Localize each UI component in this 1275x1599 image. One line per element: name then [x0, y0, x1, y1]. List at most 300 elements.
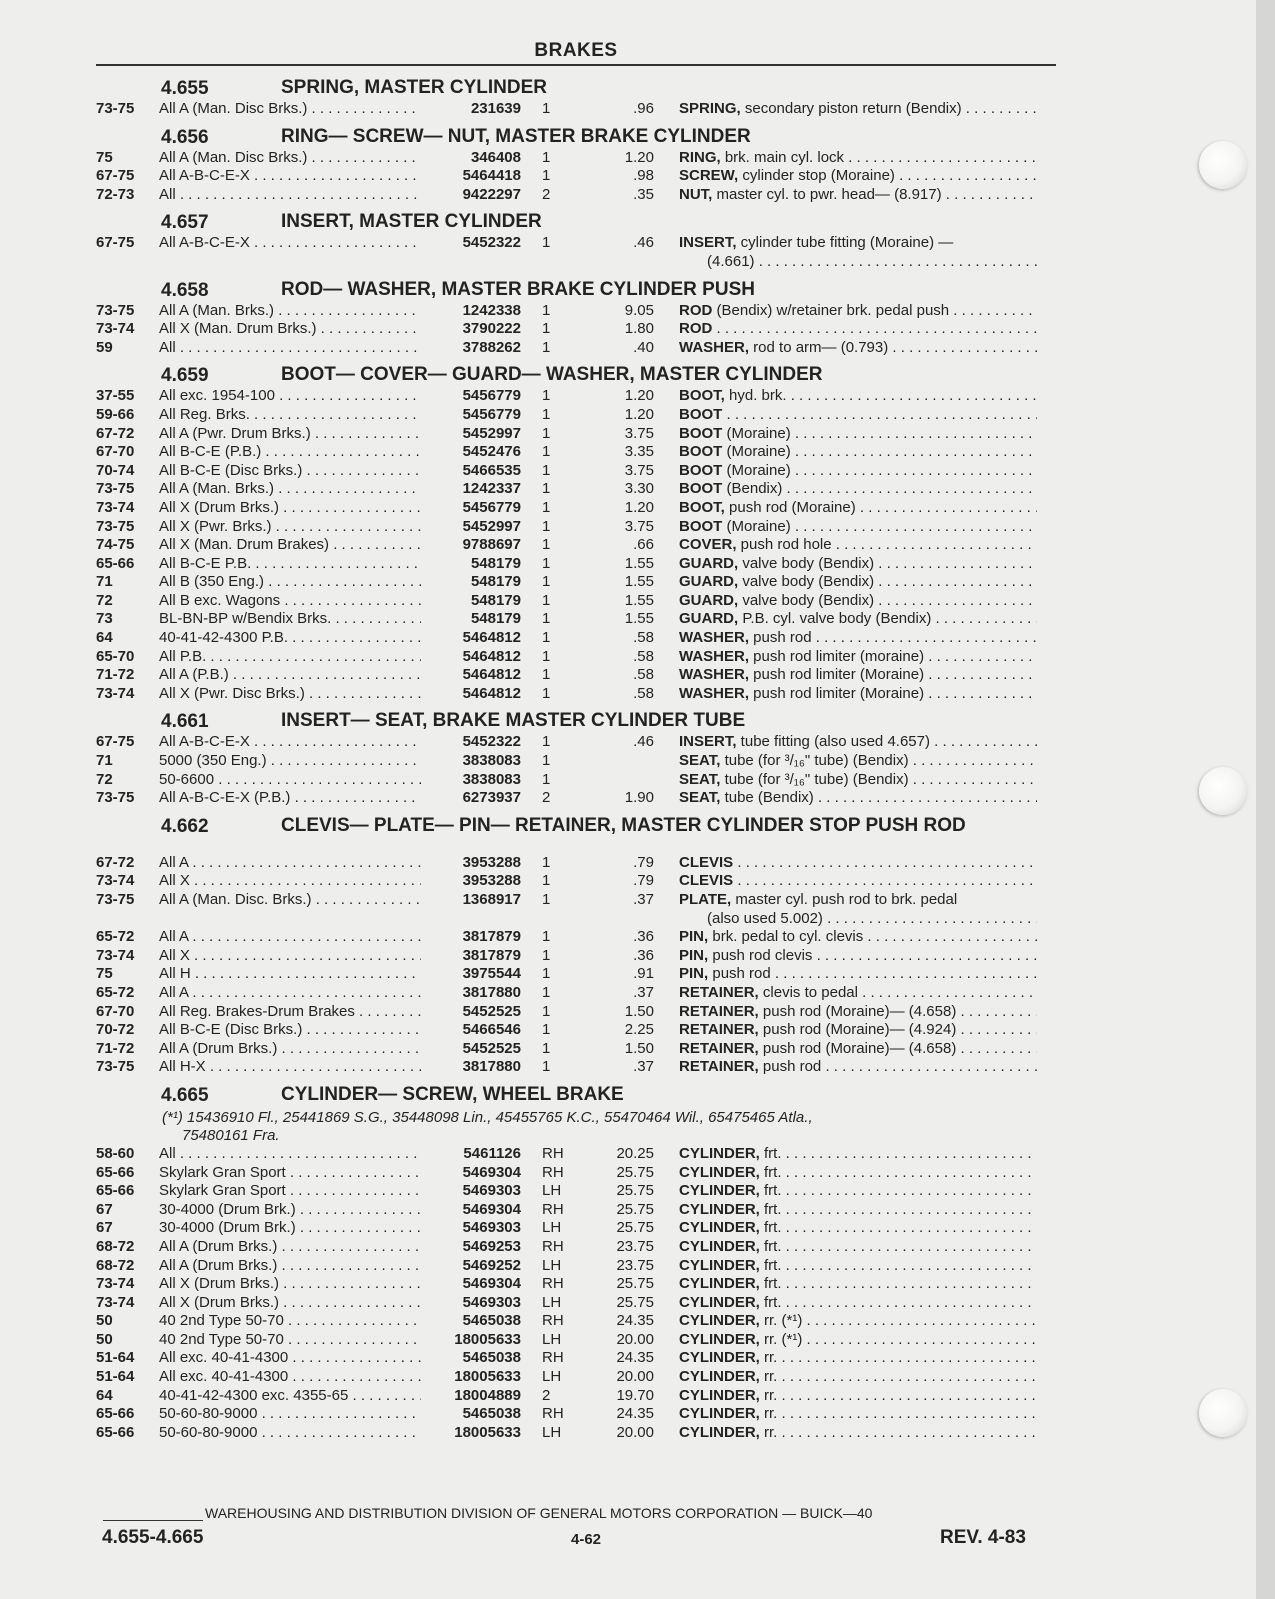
price: 1.55 [624, 610, 654, 628]
price: 1.50 [624, 1002, 654, 1020]
section-number: 4.656 [161, 126, 209, 148]
price: 20.00 [616, 1368, 654, 1386]
part-number: 3817880 [462, 983, 521, 1001]
quantity: LH [542, 1423, 562, 1441]
description [679, 406, 1037, 425]
description-keyword: CYLINDER, [679, 1423, 760, 1441]
quantity: 1 [542, 770, 551, 788]
description-keyword: BOOT, [679, 387, 725, 405]
application [159, 320, 421, 339]
part-number: 5465038 [462, 1349, 521, 1367]
part-number: 548179 [470, 591, 521, 609]
description-keyword: CYLINDER, [679, 1256, 760, 1274]
price: 25.75 [616, 1200, 654, 1218]
model-years: 51-64 [96, 1368, 135, 1386]
description-continued [679, 253, 1037, 272]
application-text: All A-B-C-E-X [159, 234, 250, 252]
description-keyword: WASHER, [679, 666, 750, 684]
description-keyword: PIN, [679, 965, 709, 983]
table-row [96, 1275, 1066, 1294]
quantity: 1 [542, 733, 551, 751]
application-text: All A (Man. Disc Brks.) [159, 148, 308, 166]
application [159, 1349, 421, 1368]
description [679, 1387, 1037, 1406]
part-number: 3975544 [462, 965, 521, 983]
description-keyword: GUARD, [679, 591, 739, 609]
application [159, 872, 421, 891]
quantity: 1 [542, 928, 551, 946]
quantity: RH [542, 1275, 564, 1293]
application [159, 1238, 421, 1257]
description-keyword: CYLINDER, [679, 1405, 760, 1423]
description [679, 462, 1037, 481]
table-row [96, 480, 1066, 499]
table-row [96, 1021, 1066, 1040]
page-header [96, 38, 1056, 66]
description [679, 854, 1037, 873]
description [679, 518, 1037, 537]
description-text: push rod [758, 1058, 822, 1076]
table-row [96, 1219, 1066, 1238]
part-number: 5469303 [462, 1182, 521, 1200]
model-years: 67-72 [96, 853, 135, 871]
table-row [96, 610, 1066, 629]
part-number: 3790222 [462, 320, 521, 338]
table-row [96, 536, 1066, 555]
application-text: All A (P.B.) [159, 666, 229, 684]
description-keyword: SEAT, [679, 770, 721, 788]
description-text: push rod clevis [708, 946, 813, 964]
quantity: 1 [542, 752, 551, 770]
description-text: frt. [759, 1200, 782, 1218]
model-years: 73-75 [96, 100, 135, 117]
description [679, 1201, 1037, 1220]
section-heading [96, 70, 1066, 100]
section-number: 4.655 [161, 78, 209, 99]
part-number: 3838083 [462, 752, 521, 770]
quantity: 1 [542, 338, 551, 356]
application-text: All X (Pwr. Brks.) [159, 517, 272, 535]
section-title: INSERT, MASTER CYLINDER [281, 211, 542, 233]
section-heading [96, 204, 1066, 234]
description-text: tube (Bendix) [720, 789, 814, 807]
description-keyword: CYLINDER, [679, 1144, 760, 1162]
section-heading [96, 703, 1066, 733]
application [159, 234, 421, 253]
application [159, 573, 421, 592]
description [679, 1368, 1037, 1387]
price: .98 [633, 167, 654, 185]
description [679, 1405, 1037, 1424]
description [679, 302, 1037, 321]
application [159, 1405, 421, 1424]
description-keyword: RETAINER, [679, 1002, 759, 1020]
quantity: 1 [542, 554, 551, 572]
part-number: 18005633 [454, 1368, 521, 1386]
table-row [96, 928, 1066, 947]
quantity: 2 [542, 1386, 551, 1404]
price: .96 [633, 100, 654, 117]
section-number: 4.659 [161, 365, 209, 387]
application [159, 1003, 421, 1022]
description [679, 536, 1037, 555]
application-text: All B-C-E (Disc Brks.) [159, 1021, 303, 1039]
description-keyword: BOOT, [679, 498, 725, 516]
parts-section [96, 204, 1066, 271]
application-text: 30-4000 (Drum Brk.) [159, 1200, 296, 1218]
description-keyword: INSERT, [679, 234, 737, 252]
table-row [96, 406, 1066, 425]
quantity: LH [542, 1330, 562, 1348]
price: 1.20 [624, 148, 654, 166]
description [679, 320, 1037, 339]
application-text: All H [159, 965, 191, 983]
description-text: push rod limiter (moraine) [749, 647, 925, 665]
part-number: 5469252 [462, 1256, 521, 1274]
table-row [96, 186, 1066, 205]
application-text: All X [159, 872, 190, 890]
part-number: 5464812 [462, 666, 521, 684]
price: 1.55 [624, 573, 654, 591]
model-years: 75 [96, 965, 113, 983]
description-keyword: WASHER, [679, 629, 750, 647]
model-years: 51-64 [96, 1349, 135, 1367]
model-years: 59 [96, 338, 113, 356]
price: 25.75 [616, 1219, 654, 1237]
description-text: frt. [759, 1293, 782, 1311]
price: 1.20 [624, 387, 654, 405]
table-row [96, 666, 1066, 685]
parts-section [96, 357, 1066, 703]
quantity: 1 [542, 1021, 551, 1039]
description-text: cylinder tube fitting (Moraine) — [736, 234, 954, 252]
application [159, 648, 421, 667]
quantity: 1 [542, 946, 551, 964]
parts-section [96, 70, 1066, 119]
application [159, 1021, 421, 1040]
part-number: 5464812 [462, 629, 521, 647]
part-number: 5464812 [462, 647, 521, 665]
application [159, 771, 421, 790]
quantity: 1 [542, 666, 551, 684]
description [679, 480, 1037, 499]
model-years: 65-66 [96, 554, 135, 572]
price: 20.00 [616, 1330, 654, 1348]
price: .36 [633, 946, 654, 964]
price: 23.75 [616, 1237, 654, 1255]
description-text: valve body (Bendix) [738, 554, 875, 572]
description-keyword: NUT, [679, 185, 713, 203]
description-text: clevis to pedal [758, 983, 858, 1001]
description-keyword: ROD [679, 320, 713, 338]
price: .46 [633, 733, 654, 751]
application-text: 50-60-80-9000 [159, 1405, 258, 1423]
section-number: 4.657 [161, 212, 209, 234]
part-number: 5464812 [462, 684, 521, 702]
part-number: 9788697 [462, 536, 521, 554]
description-keyword: BOOT [679, 480, 723, 498]
model-years: 67-70 [96, 443, 135, 461]
application-text: All A (Man. Disc. Brks.) [159, 891, 312, 908]
description-continued-text: (also used 5.002) [707, 909, 823, 927]
model-years: 68-72 [96, 1237, 135, 1255]
description [679, 965, 1037, 984]
model-years: 73-75 [96, 517, 135, 535]
description-keyword: CYLINDER, [679, 1386, 760, 1404]
model-years: 73-74 [96, 1275, 135, 1293]
quantity: 1 [542, 983, 551, 1001]
description [679, 234, 1037, 253]
application-text: All X (Drum Brks.) [159, 1293, 279, 1311]
price: 2.25 [624, 1021, 654, 1039]
application [159, 480, 421, 499]
description-continued [679, 910, 1037, 929]
part-number: 5456779 [462, 498, 521, 516]
part-number: 3838083 [462, 770, 521, 788]
application-text: All X (Man. Drum Brks.) [159, 320, 317, 338]
description-keyword: RETAINER, [679, 1039, 759, 1057]
table-row [96, 1201, 1066, 1220]
table-row [96, 302, 1066, 321]
section-title: SPRING, MASTER CYLINDER [281, 77, 548, 98]
description-keyword: GUARD, [679, 573, 739, 591]
description [679, 1164, 1037, 1183]
application [159, 1058, 421, 1077]
page-title: BRAKES [534, 40, 618, 61]
price: .35 [633, 185, 654, 203]
section-note-line: (*¹) 15436910 Fl., 25441869 S.G., 35448098 Lin., 45455765 K.C., 55470464 Wil., 65475465 Atla., [162, 1108, 813, 1126]
application-text: All A (Drum Brks.) [159, 1256, 278, 1274]
application [159, 1368, 421, 1387]
description-text: rr. [759, 1386, 778, 1404]
table-row [96, 443, 1066, 462]
model-years: 73-74 [96, 684, 135, 702]
table-row [96, 1294, 1066, 1313]
application [159, 666, 421, 685]
description-text: hyd. brk. [724, 387, 787, 405]
quantity: 1 [542, 1058, 551, 1076]
description-text: frt. [759, 1144, 782, 1162]
price: 1.20 [624, 498, 654, 516]
quantity: 1 [542, 853, 551, 871]
part-number: 3817879 [462, 946, 521, 964]
application-text: All A (Man. Brks.) [159, 301, 275, 319]
application-text: All X [159, 946, 190, 964]
description-text: (Moraine) [722, 443, 791, 461]
table-row [96, 1257, 1066, 1276]
application [159, 854, 421, 873]
price: 3.75 [624, 424, 654, 442]
application [159, 406, 421, 425]
table-row [96, 573, 1066, 592]
price: 20.25 [616, 1144, 654, 1162]
part-number: 5469304 [462, 1163, 521, 1181]
description-keyword: CYLINDER, [679, 1219, 760, 1237]
model-years: 68-72 [96, 1256, 135, 1274]
description-text: frt. [759, 1219, 782, 1237]
model-years: 59-66 [96, 405, 135, 423]
table-row [96, 947, 1066, 966]
part-number: 5465038 [462, 1312, 521, 1330]
price: 25.75 [616, 1293, 654, 1311]
section-title: INSERT— SEAT, BRAKE MASTER CYLINDER TUBE [281, 710, 746, 732]
part-number: 548179 [470, 573, 521, 591]
model-years: 50 [96, 1312, 113, 1330]
part-number: 5466546 [462, 1021, 521, 1039]
description [679, 1040, 1037, 1059]
model-years: 73-74 [96, 946, 135, 964]
table-row [96, 149, 1066, 168]
model-years: 72 [96, 770, 113, 788]
description [679, 592, 1037, 611]
description-text: rr. (*¹) [759, 1312, 803, 1330]
quantity: 1 [542, 573, 551, 591]
price: .58 [633, 684, 654, 702]
part-number: 5469303 [462, 1293, 521, 1311]
application-text: 40 2nd Type 50-70 [159, 1312, 284, 1330]
description-keyword: PIN, [679, 946, 709, 964]
price: 19.70 [616, 1386, 654, 1404]
table-row [96, 234, 1066, 271]
description-text: rr. [759, 1405, 778, 1423]
description-keyword: RETAINER, [679, 1021, 759, 1039]
quantity: 1 [542, 872, 551, 890]
description-text: P.B. cyl. valve body (Bendix) [738, 610, 932, 628]
application [159, 928, 421, 947]
description [679, 167, 1037, 186]
description-text: (Bendix) w/retainer brk. pedal push [712, 301, 950, 319]
quantity: 1 [542, 965, 551, 983]
part-number: 18004889 [454, 1386, 521, 1404]
application [159, 186, 421, 205]
part-number: 3953288 [462, 853, 521, 871]
part-number: 5452476 [462, 443, 521, 461]
table-row [96, 592, 1066, 611]
model-years: 73-75 [96, 789, 135, 807]
quantity: 1 [542, 387, 551, 405]
part-number: 1368917 [462, 891, 521, 908]
application-text: All exc. 40-41-4300 [159, 1368, 289, 1386]
table-row [96, 1145, 1066, 1164]
description-keyword: SEAT, [679, 789, 721, 807]
description-text: push rod (Moraine)— (4.658) [758, 1039, 957, 1057]
application-text: All B-C-E (P.B.) [159, 443, 262, 461]
part-number: 5452322 [462, 733, 521, 751]
table-row [96, 1331, 1066, 1350]
price: 1.50 [624, 1039, 654, 1057]
quantity: 1 [542, 1039, 551, 1057]
description-keyword: INSERT, [679, 733, 737, 751]
description [679, 1312, 1037, 1331]
description-keyword: GUARD, [679, 610, 739, 628]
table-row [96, 1424, 1066, 1443]
application [159, 1275, 421, 1294]
binder-hole [1199, 141, 1247, 189]
application [159, 499, 421, 518]
price: .46 [633, 234, 654, 252]
description-text: push rod (Moraine) [724, 498, 856, 516]
application-text: 50-60-80-9000 [159, 1423, 258, 1441]
description-text: frt. [759, 1182, 782, 1200]
price: .37 [633, 1058, 654, 1076]
binder-hole [1199, 1389, 1247, 1437]
description-keyword: CYLINDER, [679, 1275, 760, 1293]
section-title: ROD— WASHER, MASTER BRAKE CYLINDER PUSH [281, 278, 755, 300]
part-number: 3817880 [462, 1058, 521, 1076]
section-heading [96, 272, 1066, 302]
description-keyword: CYLINDER, [679, 1182, 760, 1200]
description [679, 1275, 1037, 1294]
application-text: All X (Drum Brks.) [159, 498, 279, 516]
quantity: 2 [542, 789, 551, 807]
model-years: 74-75 [96, 536, 135, 554]
quantity: 1 [542, 536, 551, 554]
price: .79 [633, 872, 654, 890]
section-note-line: 75480161 Fra. [182, 1126, 280, 1144]
application [159, 462, 421, 481]
quantity: LH [542, 1219, 562, 1237]
application-text: All [159, 338, 176, 356]
application-text: All A [159, 928, 189, 946]
description [679, 387, 1037, 406]
description-keyword: CYLINDER, [679, 1349, 760, 1367]
parts-section [96, 1077, 1066, 1443]
part-number: 5466535 [462, 461, 521, 479]
part-number: 5469304 [462, 1275, 521, 1293]
table-row [96, 629, 1066, 648]
application [159, 1257, 421, 1276]
application-text: All [159, 1144, 176, 1162]
price: 1.20 [624, 405, 654, 423]
application [159, 1294, 421, 1313]
quantity: RH [542, 1312, 564, 1330]
price: .37 [633, 983, 654, 1001]
quantity: RH [542, 1237, 564, 1255]
application [159, 1201, 421, 1220]
model-years: 58-60 [96, 1144, 135, 1162]
application-text: All P.B. [159, 647, 207, 665]
description-keyword: CYLINDER, [679, 1163, 760, 1181]
part-number: 548179 [470, 610, 521, 628]
description [679, 100, 1037, 119]
section-number: 4.658 [161, 279, 209, 301]
model-years: 73-75 [96, 1058, 135, 1076]
quantity: 1 [542, 591, 551, 609]
application-text: 50-6600 [159, 770, 215, 788]
application [159, 1331, 421, 1350]
model-years: 73-74 [96, 872, 135, 890]
description-text: brk. pedal to cyl. clevis [708, 928, 864, 946]
section-number: 4.662 [161, 815, 209, 837]
application [159, 149, 421, 168]
description-keyword: BOOT [679, 405, 723, 423]
description-keyword: SCREW, [679, 167, 739, 185]
price: .91 [633, 965, 654, 983]
binder-hole [1199, 767, 1247, 815]
part-number: 5464418 [462, 167, 521, 185]
description-text: cylinder stop (Moraine) [738, 167, 895, 185]
description-text: frt. [759, 1163, 782, 1181]
application-text: All A [159, 853, 189, 871]
quantity: 2 [542, 185, 551, 203]
application-text: All A (Man. Disc Brks.) [159, 100, 308, 117]
application [159, 965, 421, 984]
application [159, 947, 421, 966]
model-years: 64 [96, 629, 113, 647]
description-text: valve body (Bendix) [738, 573, 875, 591]
part-number: 5452525 [462, 1039, 521, 1057]
table-row [96, 555, 1066, 574]
